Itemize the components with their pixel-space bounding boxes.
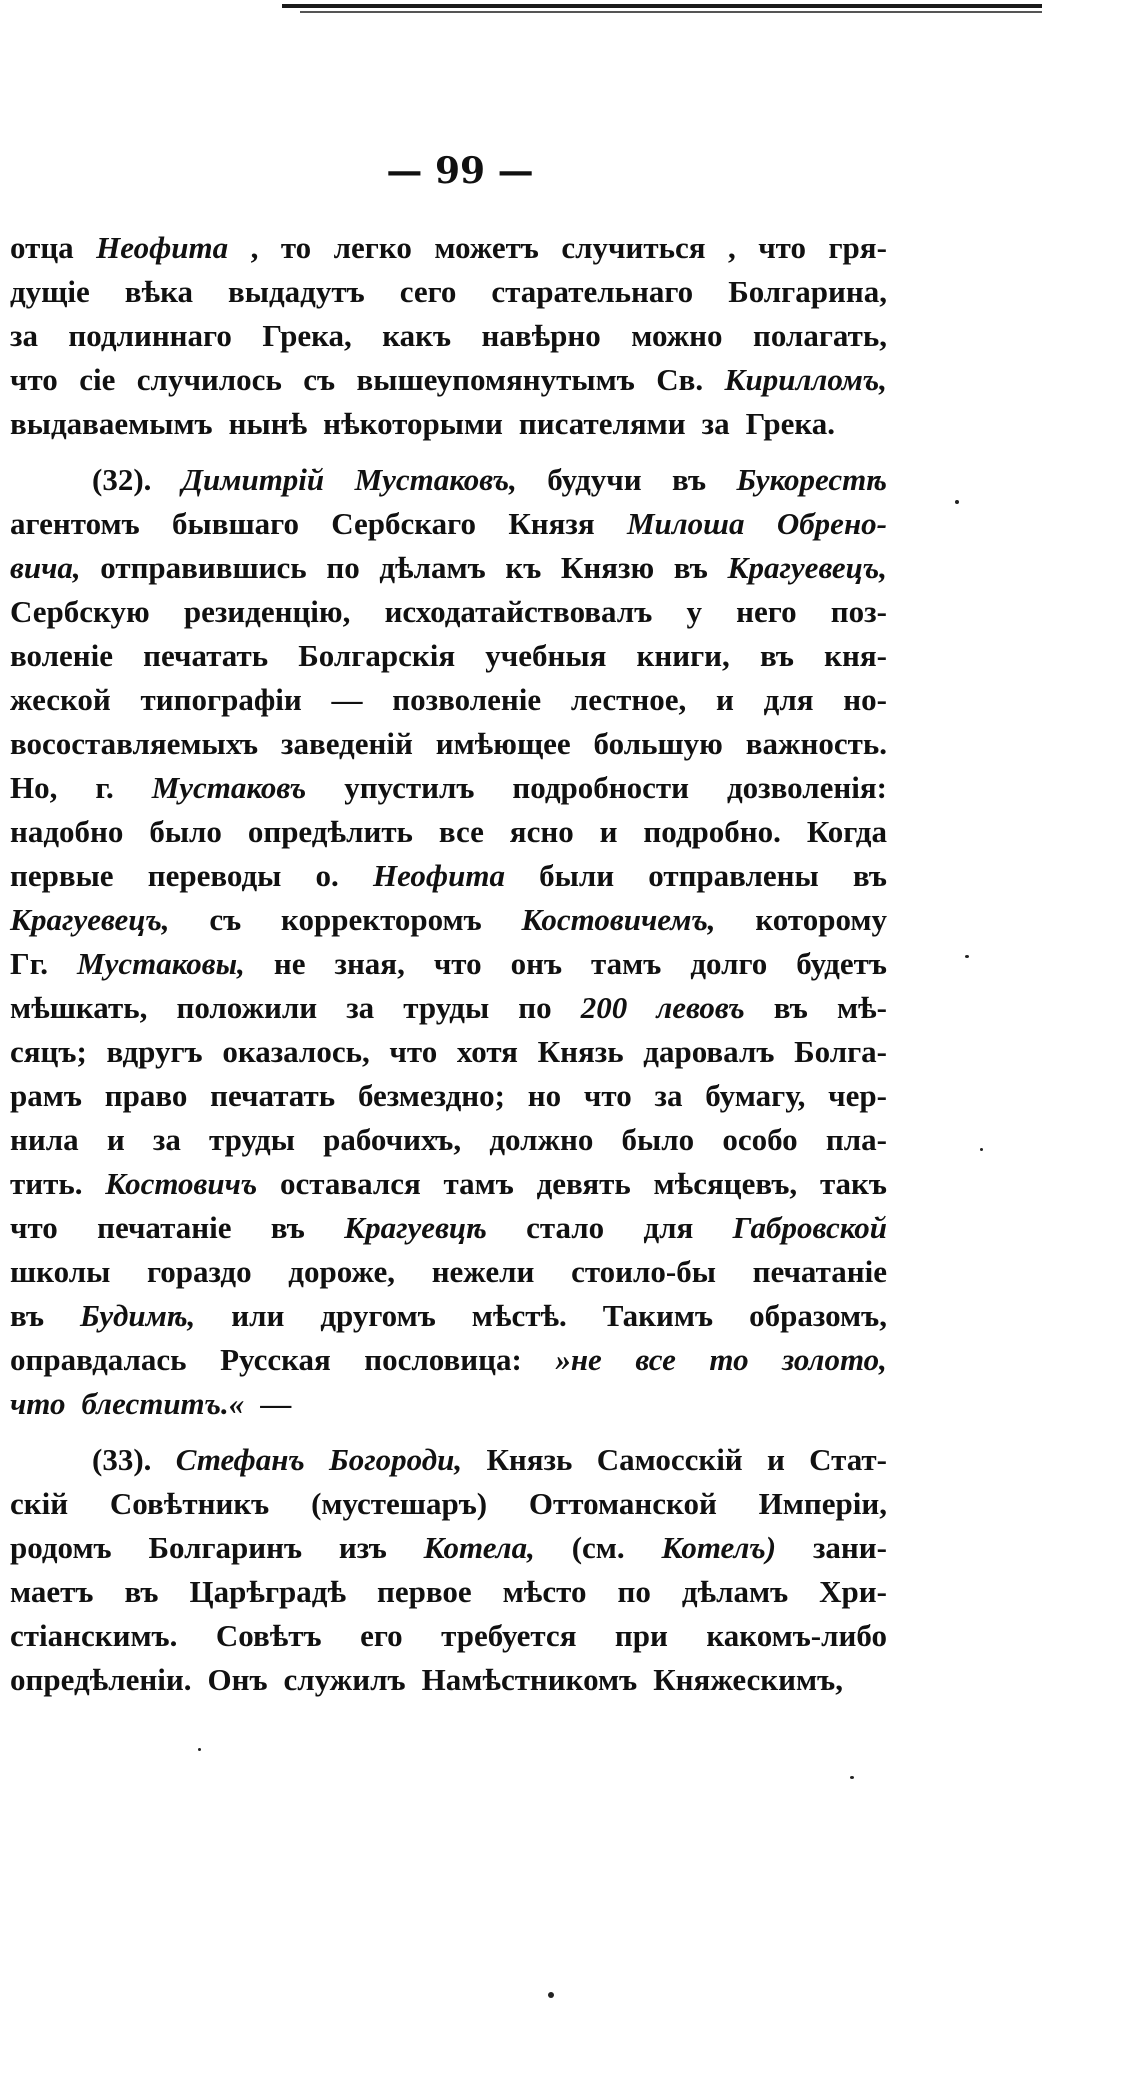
text-line	[10, 502, 887, 546]
word: сяцъ;	[10, 1034, 87, 1069]
word: первое	[377, 1574, 472, 1609]
word: Намѣстникомъ	[421, 1662, 638, 1697]
word: Хри-	[819, 1574, 887, 1609]
word: (см.	[571, 1530, 625, 1565]
text-line	[10, 546, 887, 590]
word: гораздо	[146, 1254, 252, 1289]
word: Имперіи,	[758, 1486, 887, 1521]
word: оправдалась	[10, 1342, 187, 1377]
word: Костовичъ	[105, 1166, 258, 1201]
word: Болгарина,	[728, 274, 887, 309]
word: въ	[759, 638, 794, 673]
word: упустилъ	[344, 770, 475, 805]
word: Котелъ)	[661, 1530, 777, 1565]
word: Грека.	[745, 406, 835, 441]
word: выдаваемымъ	[10, 406, 213, 441]
word: были	[539, 858, 615, 893]
word: Милоша	[626, 506, 745, 541]
word: что	[10, 1386, 66, 1421]
word: за	[701, 406, 730, 441]
print-speck	[980, 1148, 983, 1151]
word: (33).	[92, 1442, 152, 1477]
text-line	[10, 722, 887, 766]
text-line	[10, 678, 887, 722]
word: большую	[593, 726, 723, 761]
word: скій	[10, 1486, 69, 1521]
word: 200	[580, 990, 628, 1025]
word: навѣрно	[481, 318, 601, 353]
word: съ	[209, 902, 242, 937]
word: печатаніе	[752, 1254, 887, 1289]
word: что	[583, 1078, 632, 1113]
word: Болгарскія	[298, 638, 456, 673]
word: Св.	[656, 362, 704, 397]
word: пословица:	[364, 1342, 522, 1377]
word: что	[389, 1034, 438, 1069]
text-line	[10, 1030, 887, 1074]
word: въ	[852, 858, 887, 893]
word: (мустешаръ)	[311, 1486, 488, 1521]
word: заведеній	[281, 726, 413, 761]
word: Обрено-	[776, 506, 887, 541]
print-speck	[955, 500, 959, 504]
word: было	[149, 814, 222, 849]
page-number: — 99 —	[386, 150, 534, 192]
word: школы	[10, 1254, 111, 1289]
top-rule-secondary	[300, 11, 1042, 13]
word: Сербскую	[10, 594, 150, 629]
word: Царѣградѣ	[189, 1574, 347, 1609]
word: агентомъ	[10, 506, 140, 541]
word: зная,	[334, 946, 405, 981]
word: жеской	[10, 682, 111, 717]
word: чер-	[828, 1078, 887, 1113]
word: мѣсяцевъ,	[653, 1166, 798, 1201]
text-line	[10, 810, 887, 854]
word: старательнаго	[491, 274, 694, 309]
word: мѣ-	[836, 990, 887, 1025]
word: Котела,	[423, 1530, 535, 1565]
word: подробно.	[643, 814, 781, 849]
word: за	[346, 990, 375, 1025]
text-line	[10, 986, 887, 1030]
word: по	[518, 990, 552, 1025]
word: г.	[95, 770, 114, 805]
text-line	[10, 1438, 887, 1482]
word: важность.	[745, 726, 887, 761]
word: у	[686, 594, 702, 629]
word: другомъ	[320, 1298, 436, 1333]
word: тамъ	[591, 946, 662, 981]
word: Но,	[10, 770, 58, 805]
word: при	[614, 1618, 668, 1653]
word: Княжескимъ,	[653, 1662, 843, 1697]
text-line	[10, 766, 887, 810]
word: Совѣтъ	[215, 1618, 322, 1653]
word: »не	[555, 1342, 602, 1377]
word: Неофита	[96, 230, 229, 265]
word: требуется	[441, 1618, 577, 1653]
word: зани-	[812, 1530, 887, 1565]
word: Князю	[560, 550, 655, 585]
word: исходатайствовалъ	[384, 594, 653, 629]
word: что	[10, 1210, 58, 1245]
word: нынѣ	[228, 406, 308, 441]
word: или	[231, 1298, 285, 1333]
word: для	[643, 1210, 694, 1245]
word: долго	[690, 946, 768, 981]
word: воленіе	[10, 638, 114, 673]
word: дозволенія:	[727, 770, 887, 805]
word: первые	[10, 858, 114, 893]
text-line	[10, 402, 887, 446]
word: служилъ	[283, 1662, 406, 1697]
word: книги,	[636, 638, 730, 673]
word: Крагуевцѣ	[344, 1210, 487, 1245]
word: Будимѣ,	[80, 1298, 196, 1333]
word: блеститъ.«	[81, 1386, 245, 1421]
word: маетъ	[10, 1574, 94, 1609]
top-rule	[282, 4, 1042, 8]
word: вышеупомянутымъ	[356, 362, 635, 397]
word: учебныя	[485, 638, 607, 673]
word: и	[766, 1442, 785, 1477]
word: труды	[403, 990, 490, 1025]
word: лестное,	[570, 682, 687, 717]
word: легко	[333, 230, 412, 265]
word: оказалось,	[222, 1034, 370, 1069]
word: Онъ	[207, 1662, 268, 1697]
word: положили	[176, 990, 318, 1025]
word: Князь	[486, 1442, 573, 1477]
text-line	[10, 1658, 887, 1702]
word: поз-	[830, 594, 887, 629]
word: за	[152, 1122, 181, 1157]
word: Когда	[806, 814, 887, 849]
word: Кирилломъ,	[724, 362, 887, 397]
word: нила	[10, 1122, 79, 1157]
text-line	[10, 898, 887, 942]
word: Крагуевецъ,	[10, 902, 170, 937]
word: корректоромъ	[281, 902, 482, 937]
word: по	[326, 550, 360, 585]
word: —	[260, 1386, 292, 1421]
word: рамъ	[10, 1078, 82, 1113]
word: вѣка	[124, 274, 194, 309]
word: стіанскимъ.	[10, 1618, 178, 1653]
word: что	[10, 362, 58, 397]
word: то	[709, 1342, 749, 1377]
word: Богороди,	[329, 1442, 463, 1477]
word: все	[635, 1342, 676, 1377]
word: опредѣлить	[247, 814, 413, 849]
word: мѣшкать,	[10, 990, 148, 1025]
word: не	[273, 946, 306, 981]
word: въ	[10, 1298, 45, 1333]
word: Болга-	[794, 1034, 887, 1069]
word: и	[599, 814, 618, 849]
print-speck	[965, 955, 969, 958]
word: оставался	[279, 1166, 421, 1201]
word: отправлены	[648, 858, 819, 893]
word: Князя	[508, 506, 595, 541]
word: но	[527, 1078, 562, 1113]
word: Князь	[537, 1034, 624, 1069]
word: Мустаковъ,	[354, 462, 517, 497]
text-line	[10, 1294, 887, 1338]
word: рабочихъ,	[323, 1122, 462, 1157]
word: случиться	[561, 230, 706, 265]
paragraph	[10, 1438, 887, 1702]
word: стоило-бы	[571, 1254, 716, 1289]
word: Стефанъ	[175, 1442, 305, 1477]
word: въ	[672, 462, 707, 497]
word: гря-	[828, 230, 887, 265]
word: (32).	[92, 462, 152, 497]
word: надобно	[10, 814, 124, 849]
word: можетъ	[434, 230, 539, 265]
word: восоставляемыхъ	[10, 726, 259, 761]
word: пла-	[825, 1122, 887, 1157]
print-speck	[850, 1776, 854, 1779]
word: отца	[10, 230, 74, 265]
text-line	[10, 1118, 887, 1162]
word: хотя	[456, 1034, 518, 1069]
word: труды	[209, 1122, 295, 1157]
word: позволеніе	[392, 682, 542, 717]
paragraph	[10, 226, 887, 446]
word: ,	[250, 230, 259, 265]
word: въ	[270, 1210, 305, 1245]
word: и	[106, 1122, 125, 1157]
text-line	[10, 634, 887, 678]
word: какъ	[382, 318, 452, 353]
word: печатаніе	[97, 1210, 232, 1245]
word: Русская	[220, 1342, 331, 1377]
word: дороже,	[288, 1254, 396, 1289]
word: него	[736, 594, 797, 629]
text-line	[10, 314, 887, 358]
word: для	[763, 682, 814, 717]
word: печатать	[143, 638, 269, 673]
word: въ	[124, 1574, 159, 1609]
word: переводы	[147, 858, 282, 893]
word: было	[621, 1122, 695, 1157]
word: ,	[727, 230, 736, 265]
word: что	[433, 946, 482, 981]
word: сіе	[79, 362, 116, 397]
word: образомъ,	[749, 1298, 887, 1333]
text-line	[10, 1074, 887, 1118]
word: нежели	[431, 1254, 535, 1289]
word: за	[654, 1078, 683, 1113]
word: девять	[536, 1166, 631, 1201]
word: вича,	[10, 550, 81, 585]
word: къ	[505, 550, 542, 585]
word: Крагуевецъ,	[727, 550, 887, 585]
word: ясно	[509, 814, 574, 849]
word: дѣламъ	[379, 550, 486, 585]
text-line	[10, 1570, 887, 1614]
word: дущіе	[10, 274, 90, 309]
word: Болгаринъ	[148, 1530, 303, 1565]
text-line	[10, 854, 887, 898]
word: сего	[399, 274, 457, 309]
word: то	[280, 230, 312, 265]
word: по	[617, 1574, 651, 1609]
word: имѣющее	[435, 726, 571, 761]
text-line	[10, 1526, 887, 1570]
text-line	[10, 358, 887, 402]
word: Совѣтникъ	[109, 1486, 270, 1521]
text-line	[10, 458, 887, 502]
word: бывшаго	[172, 506, 299, 541]
word: какомъ-либо	[706, 1618, 887, 1653]
word: стало	[526, 1210, 605, 1245]
word: Сербскаго	[331, 506, 476, 541]
word: Неофита	[372, 858, 505, 893]
word: о.	[315, 858, 339, 893]
word: и	[716, 682, 734, 717]
paragraph	[10, 458, 887, 1426]
word: его	[360, 1618, 403, 1653]
word: Самосскій	[596, 1442, 743, 1477]
word: мѣстѣ.	[471, 1298, 567, 1333]
word: золото,	[782, 1342, 887, 1377]
word: тить.	[10, 1166, 83, 1201]
word: особо	[722, 1122, 798, 1157]
word: что	[758, 230, 807, 265]
body-text	[10, 226, 887, 1702]
word: Грека,	[262, 318, 352, 353]
word: отправившись	[100, 550, 307, 585]
word: Габровской	[732, 1210, 887, 1245]
word: —	[331, 682, 363, 717]
word: нѣкоторыми	[323, 406, 503, 441]
word: Такимъ	[602, 1298, 714, 1333]
word: печатать	[210, 1078, 336, 1113]
word: можно	[631, 318, 723, 353]
print-speck	[548, 1992, 554, 1998]
text-line	[10, 270, 887, 314]
word: левовъ	[656, 990, 745, 1025]
text-line	[10, 942, 887, 986]
word: подлиннаго	[68, 318, 232, 353]
word: въ	[673, 550, 708, 585]
word: вдругъ	[106, 1034, 203, 1069]
word: даровалъ	[643, 1034, 775, 1069]
word: Стат-	[809, 1442, 887, 1477]
word: случилось	[136, 362, 282, 397]
word: Букорестѣ	[736, 462, 887, 497]
word: должно	[489, 1122, 594, 1157]
word: выдадутъ	[228, 274, 365, 309]
text-line	[10, 1250, 887, 1294]
word: Мустаковы,	[77, 946, 245, 981]
word: бумагу,	[705, 1078, 806, 1113]
word: съ	[303, 362, 336, 397]
word: но-	[843, 682, 887, 717]
word: родомъ	[10, 1530, 112, 1565]
word: мѣсто	[502, 1574, 587, 1609]
word: такъ	[819, 1166, 887, 1201]
text-line	[10, 1162, 887, 1206]
word: дѣламъ	[681, 1574, 789, 1609]
text-line	[10, 1382, 887, 1426]
word: полагать,	[752, 318, 887, 353]
word: Костовичемъ,	[521, 902, 716, 937]
word: онъ	[510, 946, 563, 981]
word: которому	[755, 902, 887, 937]
word: подробности	[512, 770, 690, 805]
word: изъ	[338, 1530, 387, 1565]
word: резиденцію,	[183, 594, 351, 629]
word: кня-	[824, 638, 887, 673]
text-line	[10, 1206, 887, 1250]
word: въ	[773, 990, 808, 1025]
word: право	[104, 1078, 188, 1113]
word: безмездно;	[357, 1078, 505, 1113]
word: Димитрій	[181, 462, 325, 497]
word: тамъ	[443, 1166, 514, 1201]
text-line	[10, 1614, 887, 1658]
text-line	[10, 1338, 887, 1382]
word: Оттоманской	[528, 1486, 717, 1521]
word: Гг.	[10, 946, 49, 981]
word: писателями	[518, 406, 686, 441]
print-speck	[198, 1748, 201, 1751]
word: все	[438, 814, 484, 849]
text-line	[10, 590, 887, 634]
word: типографіи	[140, 682, 302, 717]
word: будучи	[547, 462, 642, 497]
word: будетъ	[796, 946, 887, 981]
word: за	[10, 318, 38, 353]
word: Мустаковъ	[151, 770, 307, 805]
word: опредѣленіи.	[10, 1662, 192, 1697]
text-line	[10, 226, 887, 270]
text-line	[10, 1482, 887, 1526]
